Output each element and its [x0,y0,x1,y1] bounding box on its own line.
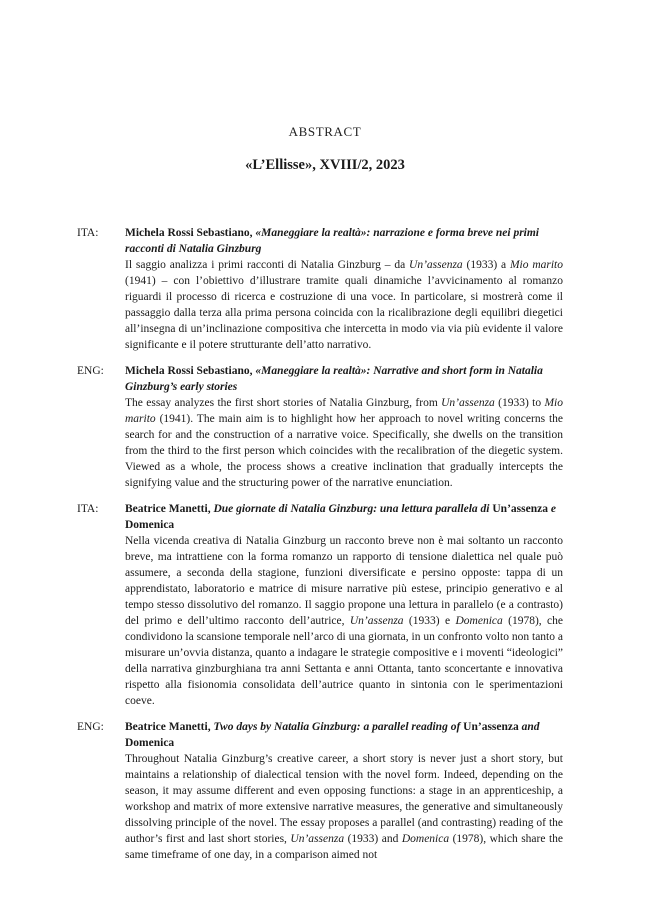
text-segment: Nella vicenda creativa di Natalia Ginzburg un racconto breve non è mai soltanto un racconto breve, ma intrattiene con la forma romanzo un rapporto di tensione dialettica nel quale può assumere, a seconda della stagione, funzioni diversificate e persino opposte: tappa di un apprendistato, laboratorio e matrice di misure narrative più estese, principio generativo e al tempo stesso dissolutivo del romanzo. Il saggio propone una lettura in parallelo (e a contrasto) del primo e dell’ultimo racconto dell’autrice, [125,535,563,627]
text-segment: (1933) and [344,833,402,845]
language-label: ITA: [77,503,99,515]
abstract-title [125,363,563,395]
abstract-entry [0,719,650,863]
article-title: Due giornate di Natalia Ginzburg: una lettura parallela di [213,503,493,515]
abstract-entry [0,363,650,491]
author-name: Beatrice Manetti, [125,503,214,515]
article-title: «Maneggiare la realtà»: narrazione e forma breve nei primi racconti di Natalia Ginzburg [125,227,540,255]
abstract-title [125,501,563,533]
author-name: Michela Rossi Sebastiano, [125,365,256,377]
abstract-content [125,501,563,709]
work-title: Domenica [455,615,503,627]
abstract-title [125,225,563,257]
article-title-conjunction: e [547,503,556,515]
abstract-content [125,719,563,863]
text-segment: (1941) – con l’obiettivo d’illustrare tramite quali dinamiche l’avvicinamento al romanzo riguardi il processo di ricerca e costruzione di una voce. In particolare, si mostrerà come il passaggio dalla terza alla prima persona coincida con la ricalibrazione degli equilibri diegetici all’insegna di un’inclinazione compositiva che intercetta in modo via via più evidente il valore significante e il potere strutturante dell’atto narrativo. [125,275,563,351]
text-segment: (1978), che condividono la scansione temporale nell’arco di una giornata, in un confronto volto non tanto a misurare un’ovvia distanza, quanto a indagare le strategie compositive e i moventi “ideologici” della narrativa ginzburghiana tra anni Settanta e anni Ottanta, tanto sconcertante e innovativa rispetto alla fisionomia consolidata dell’autrice quanto in sintonia con le sperimentazioni coeve. [125,615,564,707]
text-segment: Il saggio analizza i primi racconti di Natalia Ginzburg – da [125,259,410,271]
text-segment: (1933) e [403,615,456,627]
work-title: Un’assenza [409,259,463,271]
text-segment: (1941). The main aim is to highlight how her approach to novel writing concerns the search for and the construction of a narrative voice. Specifically, she dwells on the transition from the third to the first person which coincides with the recalibration of the diegetic system. Viewed as a whole, the process shows a creative inclination that gradually intercepts the signifying value and the structuring power of the narrative enunciation. [125,413,563,489]
article-title: «Maneggiare la realtà»: Narrative and short form in Natalia Ginzburg’s early stories [125,365,543,393]
article-title: Two days by Natalia Ginzburg: a parallel reading of [213,721,464,733]
text-segment: Throughout Natalia Ginzburg’s creative career, a short story is never just a short story, but maintains a relationship of dialectical tension with the novel form. Indeed, depending on the season, it may assume different and even opposing functions: a stage in an apprenticeship, a workshop and matrix of more extensive narrative measures, the generative and simultaneously dissolving principle of the novel. The essay proposes a parallel (and contrasting) reading of the author’s first and last short stories, [125,753,563,845]
article-title-conjunction: and [518,721,540,733]
language-label: ITA: [77,227,99,239]
work-title: Mio marito [509,259,563,271]
text-segment: (1933) a [462,259,510,271]
abstract-text [125,395,563,491]
work-title: Un’assenza [290,833,345,845]
journal-title: «L’Ellisse», XVIII/2, 2023 [245,157,405,173]
abstract-text [125,751,563,863]
work-title: Mio marito [125,397,563,425]
abstract-text [125,257,563,353]
work-title: Un’assenza [349,615,404,627]
abstract-list [0,225,650,873]
work-title: Un’assenza [441,397,495,409]
author-name: Michela Rossi Sebastiano, [125,227,256,239]
author-name: Beatrice Manetti, [125,721,214,733]
section-heading: ABSTRACT [288,124,362,139]
work-title: Domenica [125,737,175,749]
work-title: Domenica [401,833,450,845]
language-label: ENG: [77,721,104,733]
work-title: Un’assenza [492,503,548,515]
text-segment: The essay analyzes the first short stories of Natalia Ginzburg, from [125,397,442,409]
text-segment: (1933) to [494,397,545,409]
text-segment: (1978), which share the same timeframe of one day, in a comparison aimed not [125,833,564,861]
work-title: Domenica [125,519,175,531]
work-title: Un’assenza [463,721,519,733]
abstract-content [125,363,563,491]
abstract-entry [0,501,650,709]
abstract-text [125,533,563,709]
abstract-entry [0,225,650,353]
abstract-content [125,225,563,353]
abstract-title [125,719,563,751]
language-label: ENG: [77,365,104,377]
